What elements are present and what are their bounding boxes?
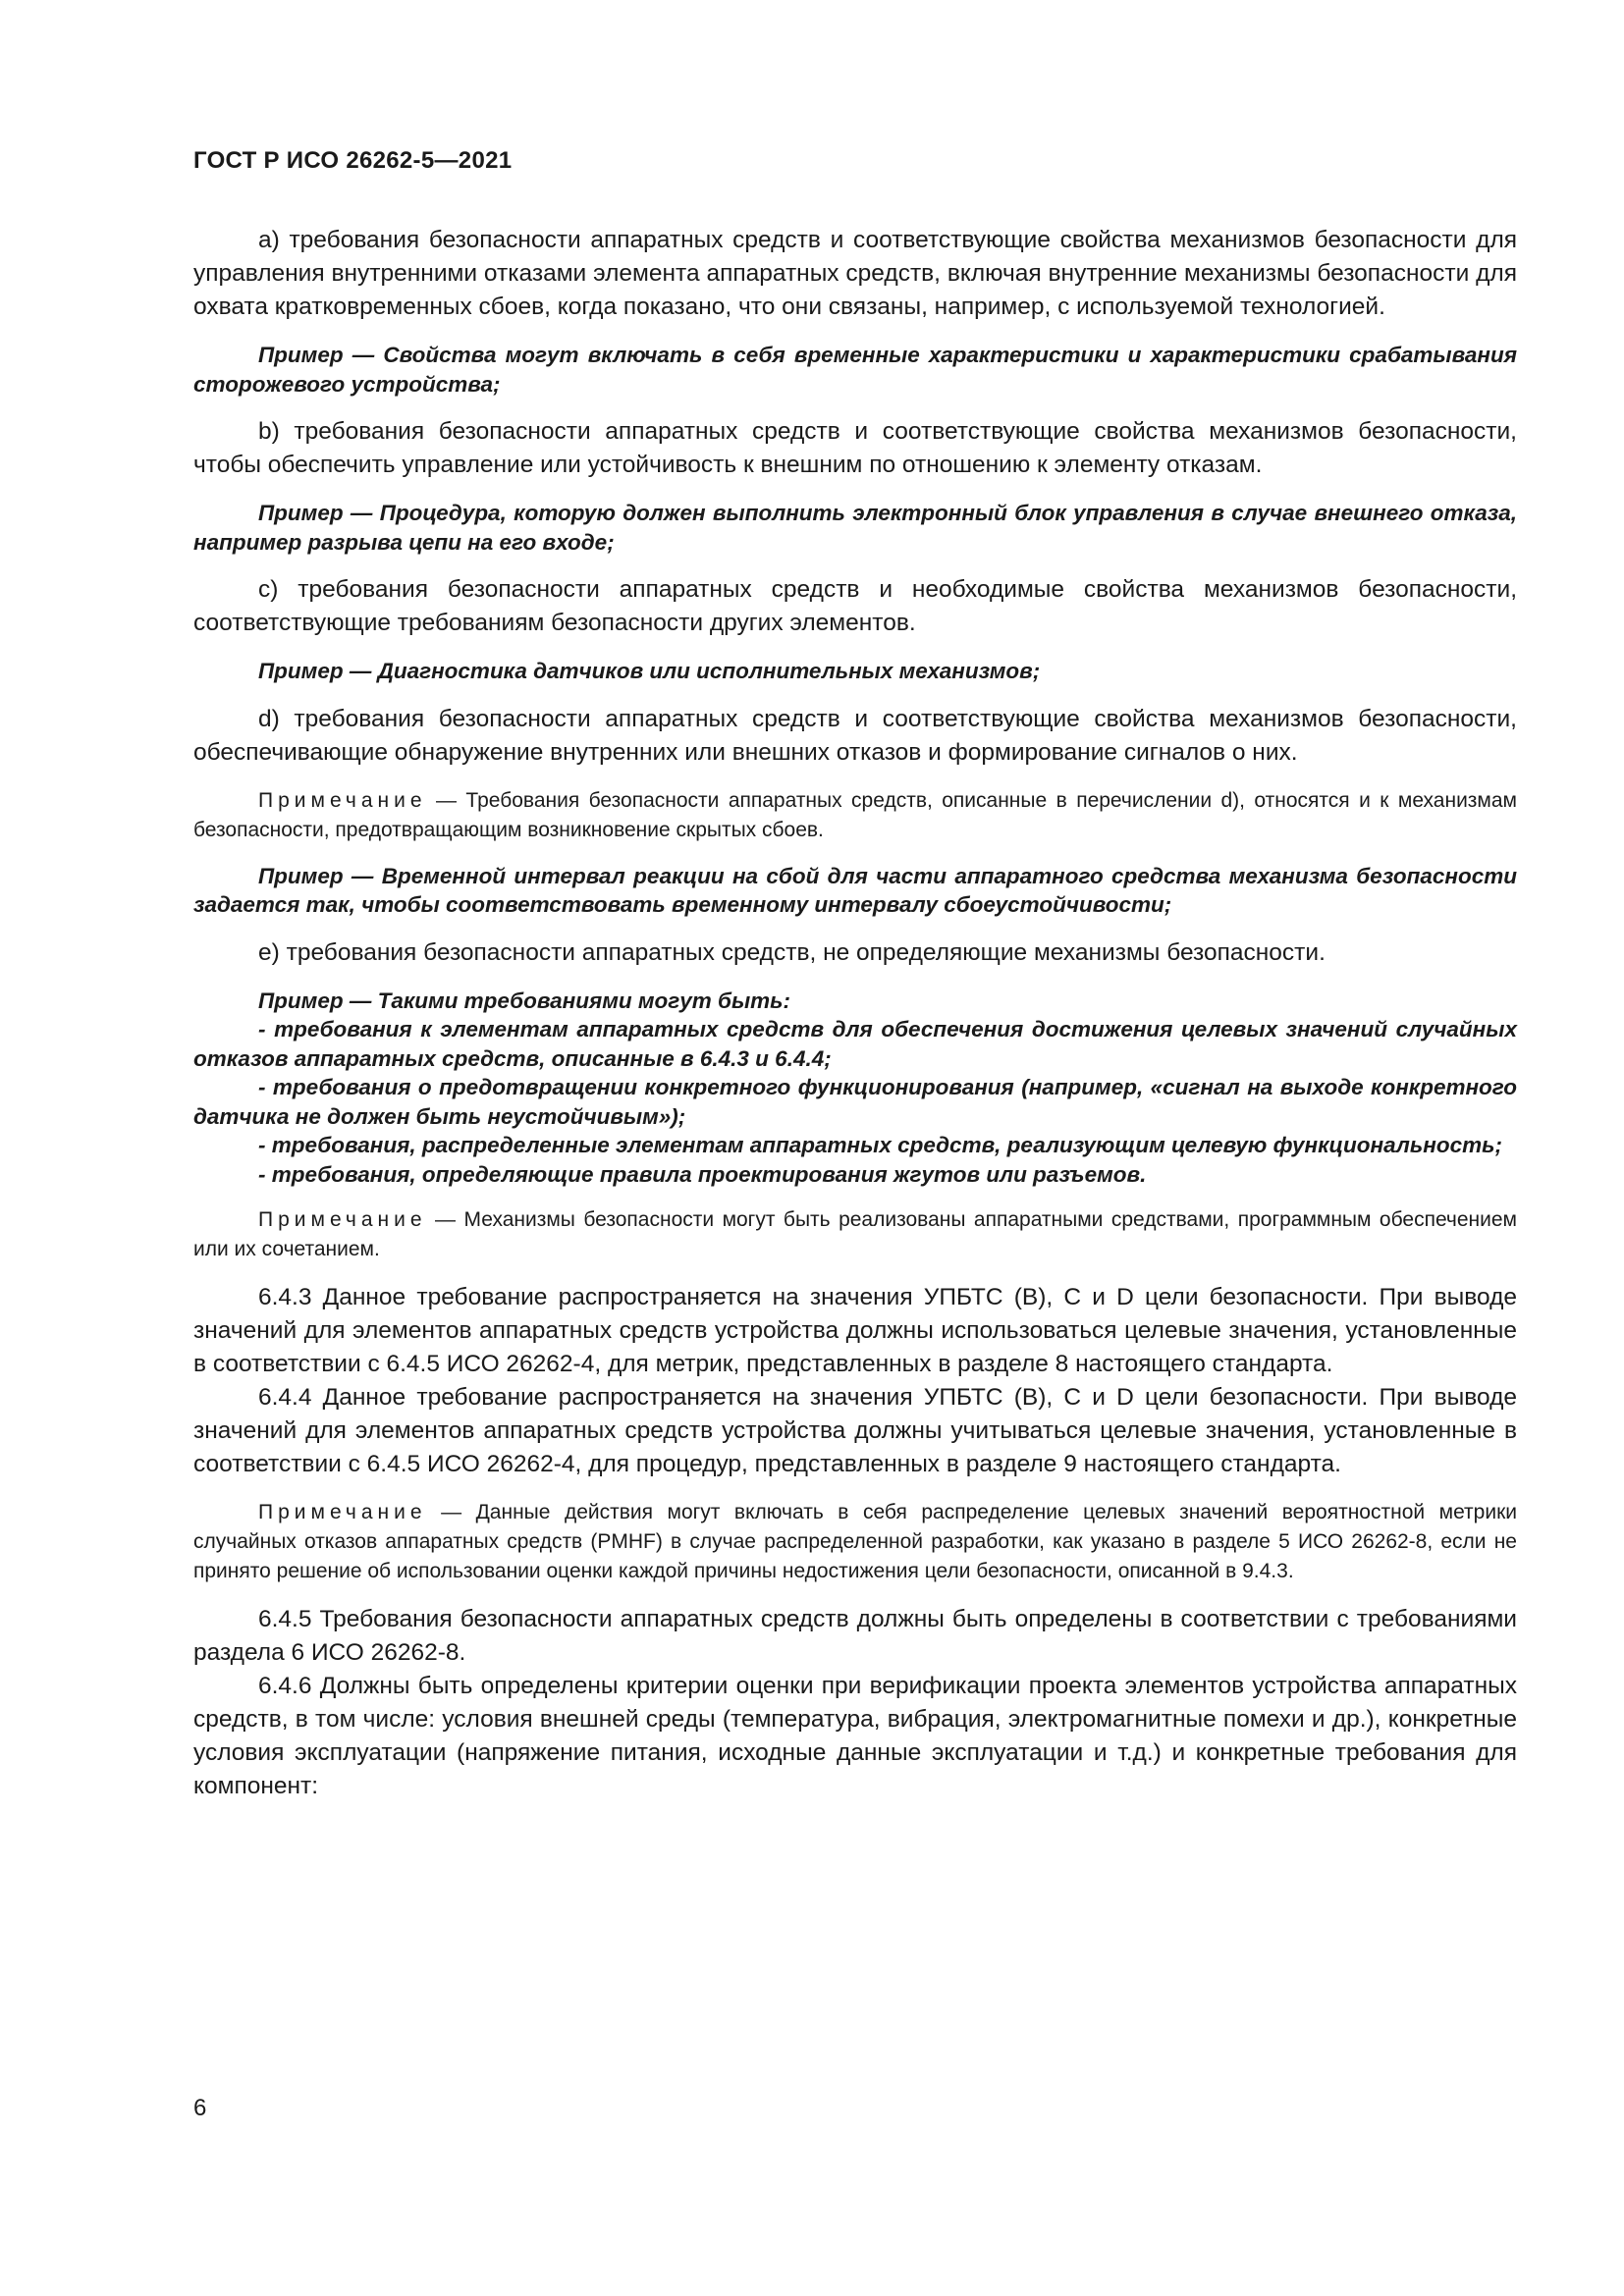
example-e-item: - требования, определяющие правила проектирования жгутов или разъемов. (258, 1161, 1147, 1187)
note-label: Примечание (258, 1208, 427, 1231)
note-2-text: — Механизмы безопасности могут быть реализованы аппаратными средствами, программным обеспечением или их сочетанием. (193, 1208, 1517, 1260)
note-label: Примечание (258, 788, 427, 812)
example-e-item: - требования к элементам аппаратных средств для обеспечения достижения целевых значений случайных отказов аппаратных средств, описанные в 6.4.3 и 6.4.4; (193, 1017, 1517, 1071)
example-e-intro: Пример — Такими требованиями могут быть: (258, 988, 791, 1013)
paragraph-a: a) требования безопасности аппаратных средств и соответствующие свойства механизмов безопасности для управления внутренними отказами элемента аппаратных средств, включая внутренние механизмы безопасности для охвата кратковременных сбоев, когда показано, что они связаны, например, с используемой технологией. (193, 227, 1517, 320)
note-1 (193, 786, 1517, 845)
note-label: Примечание (258, 1501, 427, 1523)
paragraph-6-4-3: 6.4.3 Данное требование распространяется на значения УПБТС (B), C и D цели безопасности. При выводе значений для элементов аппаратных средств устройства должны использоваться целевые значения, установленные в соответствии с 6.4.5 ИСО 26262-4, для метрик, представленных в разделе 8 настоящего стандарта. (193, 1284, 1517, 1377)
page-number: 6 (193, 2095, 207, 2121)
note-2 (193, 1205, 1517, 1264)
document-header: ГОСТ Р ИСО 26262-5—2021 (193, 147, 513, 174)
example-a: Пример — Свойства могут включать в себя временные характеристики и характеристики срабатывания сторожевого устройства; (193, 343, 1517, 397)
example-b: Пример — Процедура, которую должен выполнить электронный блок управления в случае внешнего отказа, например разрыва цепи на его входе; (193, 501, 1517, 555)
paragraph-d: d) требования безопасности аппаратных средств и соответствующие свойства механизмов безопасности, обеспечивающие обнаружение внутренних или внешних отказов и формирование сигналов о них. (193, 705, 1517, 766)
paragraph-e: e) требования безопасности аппаратных средств, не определяющие механизмы безопасности. (258, 938, 1326, 966)
example-e-item: - требования о предотвращении конкретного функционирования (например, «сигнал на выходе конкретного датчика не должен быть неустойчивым»); (193, 1075, 1517, 1129)
note-3-text: — Данные действия могут включать в себя распределение целевых значений вероятностной метрики случайных отказов аппаратных средств (PMHF) в случае распределенной разработки, как указано в разделе 5 ИСО 26262-8, если не принято решение об использовании оценки каждой причины недостижения цели безопасности, описанной в 9.4.3. (193, 1501, 1517, 1582)
note-1-text: — Требования безопасности аппаратных средств, описанные в перечислении d), относятся и к механизмам безопасности, предотвращающим возникновение скрытых сбоев. (193, 788, 1517, 841)
paragraph-6-4-4: 6.4.4 Данное требование распространяется на значения УПБТС (B), C и D цели безопасности. При выводе значений для элементов аппаратных средств устройства должны учитываться целевые значения, установленные в соответствии с 6.4.5 ИСО 26262-4, для процедур, представленных в разделе 9 настоящего стандарта. (193, 1384, 1517, 1477)
paragraph-b: b) требования безопасности аппаратных средств и соответствующие свойства механизмов безопасности, чтобы обеспечить управление или устойчивость к внешним по отношению к элементу отказам. (193, 418, 1517, 478)
paragraph-6-4-6: 6.4.6 Должны быть определены критерии оценки при верификации проекта элементов устройства аппаратных средств, в том числе: условия внешней среды (температура, вибрация, электромагнитные помехи и др.), конкретные условия эксплуатации (напряжение питания, исходные данные эксплуатации и т.д.) и конкретные требования для компонент: (193, 1673, 1517, 1799)
example-d: Пример — Временной интервал реакции на сбой для части аппаратного средства механизма безопасности задается так, чтобы соответствовать временному интервалу сбоеустойчивости; (193, 863, 1517, 917)
paragraph-6-4-5: 6.4.5 Требования безопасности аппаратных средств должны быть определены в соответствии с требованиями раздела 6 ИСО 26262-8. (193, 1606, 1517, 1666)
note-3 (193, 1498, 1517, 1586)
example-e-item: - требования, распределенные элементам аппаратных средств, реализующим целевую функциональность; (258, 1133, 1502, 1157)
example-e (193, 987, 1517, 1190)
paragraph-c: c) требования безопасности аппаратных средств и необходимые свойства механизмов безопасности, соответствующие требованиям безопасности других элементов. (193, 576, 1517, 636)
page-content (193, 224, 1517, 1820)
example-c: Пример — Диагностика датчиков или исполнительных механизмов; (258, 659, 1041, 683)
